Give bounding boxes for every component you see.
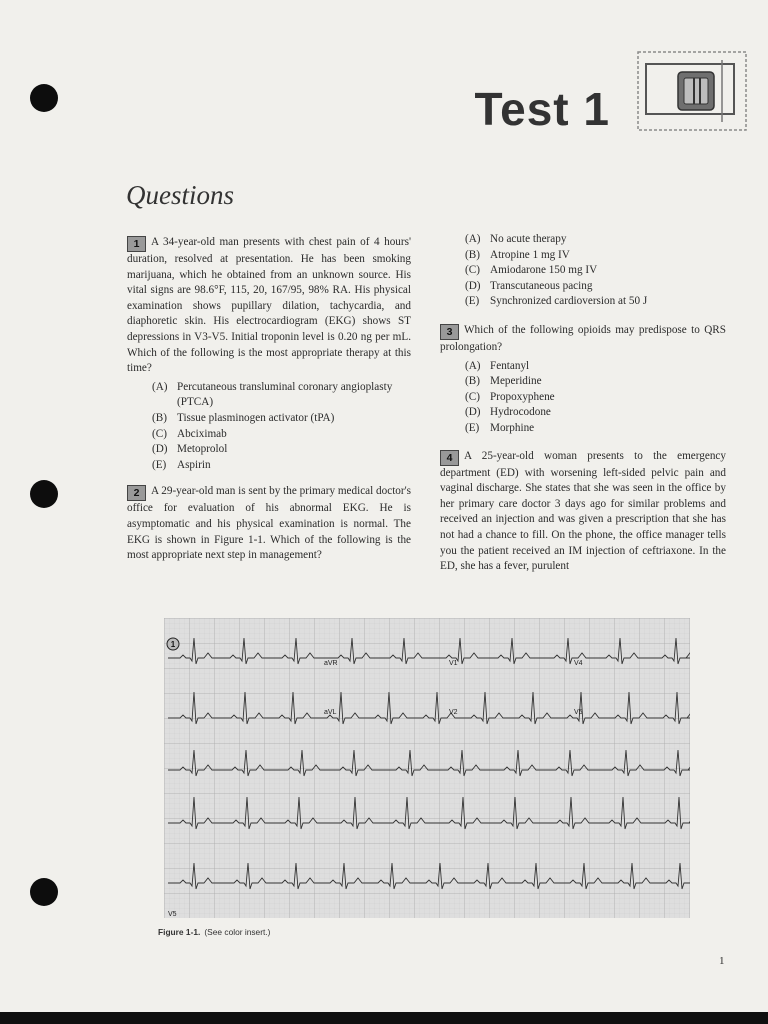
question-number: 3 (440, 324, 459, 340)
answer-option[interactable]: (C) Propoxyphene (465, 390, 555, 403)
figure-caption-text: (See color insert.) (204, 927, 271, 937)
section-heading: Questions (126, 180, 234, 210)
ekg-lead-label: V5 (574, 709, 583, 716)
answer-option[interactable]: (C) Amiodarone 150 mg IV (465, 264, 598, 277)
scan-edge (0, 1012, 768, 1024)
answer-option[interactable]: (B) Meperidine (465, 375, 542, 388)
answer-options (440, 359, 726, 437)
ekg-lead-label: V5 (168, 911, 177, 918)
binder-hole (30, 84, 58, 112)
binder-hole (30, 878, 58, 906)
ekg-lead-label: V4 (574, 660, 583, 667)
ekg-lead-label: aVL (324, 709, 337, 716)
question-number: 2 (127, 485, 146, 501)
question-stem: Which of the following opioids may predispose to QRS prolongation? (440, 323, 726, 353)
question-stem: A 25-year-old woman presents to the emergency department (ED) with worsening left-sided pelvic pain and vaginal discharge. She states that she was seen in the office by her primary care doctor 3 days ago for similar problems and received an injection and was given a prescription that she has not had a chance to fill. On the phone, the office manager tells you the patient received an IM injection of ceftriaxone. In the ED, she has a fever, purulent (440, 449, 726, 573)
test-title: Test 1 (474, 83, 610, 135)
figure-caption (158, 927, 270, 937)
answer-option[interactable]: (A) Percutaneous transluminal coronary angioplasty (PTCA) (152, 380, 393, 409)
ekg-figure (164, 618, 690, 918)
figure-caption-label: Figure 1-1. (158, 927, 201, 937)
question-stem: A 34-year-old man presents with chest pain of 4 hours' duration, resolved at presentation. He has been smoking marijuana, which he obtained from an unknown source. His vital signs are 98.6°F, 115, 20, 167/95, 98% RA. His physical examination shows pupillary dilation, tachycardia, and diaphoretic skin. His electrocardiogram (EKG) shows ST depressions in V3-V5. Initial troponin level is 0.20 ng per mL. Which of the following is the most appropriate therapy at this time? (127, 236, 411, 375)
test-tab-logo (636, 50, 748, 132)
question-4 (440, 449, 726, 575)
question-1 (127, 235, 411, 473)
question-stem: A 29-year-old man is sent by the primary medical doctor's office for evaluation of his abnormal EKG. He is asymptomatic and his physical examination is normal. The EKG is shown in Figure 1-1. Which of the following is the most appropriate next step in management? (127, 485, 411, 562)
question-2 (127, 484, 411, 563)
answer-option[interactable]: (B) Tissue plasminogen activator (tPA) (152, 411, 335, 424)
answer-option[interactable]: (D) Metoprolol (152, 443, 228, 456)
binder-hole (30, 480, 58, 508)
answer-option[interactable]: (D) Transcutaneous pacing (465, 279, 593, 292)
question-number: 1 (127, 236, 146, 252)
ekg-lead-label: V2 (449, 709, 458, 716)
answer-option[interactable]: (C) Abciximab (152, 427, 227, 440)
answer-option[interactable]: (D) Hydrocodone (465, 406, 551, 419)
answer-option[interactable]: (B) Atropine 1 mg IV (465, 248, 570, 261)
right-column (440, 232, 726, 575)
ekg-lead-label: V1 (449, 660, 458, 667)
question-number: 4 (440, 450, 459, 466)
ekg-figure-tag: 1 (170, 640, 176, 649)
answer-option[interactable]: (A) Fentanyl (465, 359, 530, 372)
answer-option[interactable]: (E) Synchronized cardioversion at 50 J (465, 295, 648, 308)
answer-option[interactable]: (E) Morphine (465, 421, 535, 434)
page-number: 1 (719, 955, 725, 967)
answer-options (127, 380, 411, 474)
answer-option[interactable]: (E) Aspirin (152, 458, 211, 471)
left-column (127, 235, 411, 564)
question-3 (440, 323, 726, 437)
answer-option[interactable]: (A) No acute therapy (465, 233, 567, 245)
ekg-lead-label: aVR (324, 660, 338, 667)
answer-options (440, 232, 726, 310)
